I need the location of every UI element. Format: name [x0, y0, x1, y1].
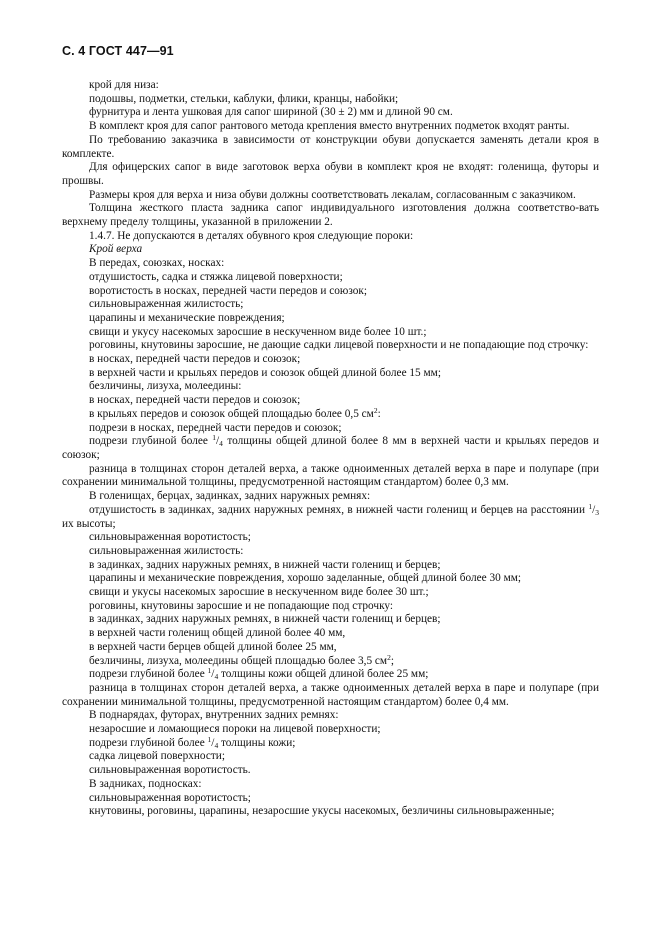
- text-segment: безличины, лизуха, молеедины общей площадью более 3,5 см: [89, 654, 388, 667]
- text-segment: подрези глубиной более: [89, 435, 208, 448]
- fraction-slash: /: [216, 435, 220, 448]
- paragraph-fraction: [62, 435, 599, 462]
- text-line: фурнитура и лента ушковая для сапог шириной (30 ± 2) мм и длиной 90 см.: [89, 106, 453, 119]
- fraction-numerator: 1: [207, 736, 212, 744]
- text-line: сильновыраженная жилистость:: [89, 544, 244, 557]
- paragraph: роговины, кнутовины заросшие, не дающие садки лицевой поверхности и не попадающие под строчку:: [89, 339, 589, 352]
- text-line: в верхней части берцев общей длиной более 25 мм,: [89, 640, 337, 653]
- paragraph: В комплект кроя для сапог рантового метода крепления вместо внутренних подметок входят ранты.: [89, 120, 570, 133]
- text-line: в задинках, задних наружных ремнях, в нижней части голенищ и берцев;: [89, 558, 441, 571]
- text-line: кнутовины, роговины, царапины, незаросшие укусы насекомых, безличины сильновыраженные;: [89, 805, 555, 818]
- paragraph: Толщина жесткого пласта задника сапог индивидуального изготовления должна соответство-вать верхнему пределу толщины, указанной в приложении 2.: [62, 202, 599, 229]
- text-line: сильновыраженная воротистость.: [89, 764, 251, 777]
- document-body: [62, 79, 599, 819]
- text-line: отдушистость, садка и стяжка лицевой поверхности;: [89, 270, 343, 283]
- text-line: садка лицевой поверхности;: [89, 750, 225, 763]
- text-segment: ;: [390, 654, 394, 667]
- text-line: подошвы, подметки, стельки, каблуки, флики, кранцы, набойки;: [89, 92, 399, 105]
- text-segment: их высоты;: [62, 517, 116, 530]
- text-line: подрези в носках, передней части передов и союзок;: [89, 421, 342, 434]
- text-line: безличины, лизуха, молеедины:: [89, 380, 242, 393]
- text-line: в носках, передней части передов и союзок;: [89, 353, 301, 366]
- text-line-area: [62, 655, 599, 669]
- text-segment: толщины общей длиной более 8 мм в верхней части и крыльях передов и союзок;: [62, 435, 600, 461]
- text-line: свищи и укусу насекомых заросшие в нескученном виде более 10 шт.;: [89, 325, 427, 338]
- text-line: В задниках, подносках:: [89, 777, 202, 790]
- text-line-fraction: [62, 737, 599, 751]
- text-line: В передах, союзках, носках:: [89, 257, 225, 270]
- superscript: 2: [387, 654, 391, 662]
- paragraph: разница в толщинах сторон деталей верха, а также одноименных деталей верха в паре и полупаре (при сохранении минимальной толщины, предусмотренной настоящим стандартом) более 0,3 мм.: [62, 462, 599, 489]
- fraction-denominator: 4: [219, 439, 223, 449]
- fraction: [212, 435, 223, 447]
- paragraph-fraction: [62, 501, 599, 531]
- text-line: В поднарядах, футорах, внутренних задних ремнях:: [89, 709, 339, 722]
- fraction-numerator: 1: [207, 668, 212, 676]
- fraction-denominator: 4: [214, 672, 219, 682]
- text-segment: отдушистость в задинках, задних наружных ремнях, в нижней части голенищ и берцев на расстоянии: [89, 503, 586, 516]
- paragraph: Размеры кроя для верха и низа обуви должны соответствовать лекалам, согласованным с заказчиком.: [89, 188, 576, 201]
- text-segment: подрези глубиной более: [89, 668, 205, 681]
- fraction-slash: /: [211, 668, 215, 681]
- fraction-denominator: 3: [595, 507, 599, 517]
- text-segment: подрези глубиной более: [89, 736, 205, 749]
- superscript: 2: [373, 407, 378, 415]
- text-line: в носках, передней части передов и союзок;: [89, 394, 301, 407]
- fraction-slash: /: [592, 503, 596, 516]
- text-line: воротистость в носках, передней части передов и союзок;: [89, 284, 368, 297]
- text-segment: в крыльях передов и союзок общей площадью более 0,5 см: [89, 407, 374, 420]
- fraction-numerator: 1: [212, 433, 217, 443]
- text-segment: :: [377, 407, 381, 420]
- fraction: [588, 501, 599, 517]
- text-line: в верхней части голенищ общей длиной более 40 мм,: [89, 627, 346, 640]
- fraction-slash: /: [211, 736, 215, 749]
- text-segment: толщины кожи общей длиной более 25 мм;: [221, 668, 429, 681]
- fraction: [208, 737, 219, 749]
- text-line: царапины и механические повреждения;: [89, 311, 285, 324]
- text-line: роговины, кнутовины заросшие и не попадающие под строчку:: [89, 599, 394, 612]
- text-line: В голенищах, берцах, задинках, задних наружных ремнях:: [89, 490, 371, 503]
- text-line: сильновыраженная воротистость;: [89, 531, 251, 544]
- fraction-numerator: 1: [588, 501, 593, 511]
- text-line: крой для низа:: [89, 79, 159, 91]
- fraction-denominator: 4: [214, 740, 219, 750]
- section-heading: Крой верха: [89, 243, 143, 256]
- text-line: свищи и укусы насекомых заросшие в нескученном виде более 30 шт.;: [89, 586, 429, 599]
- paragraph: Для офицерских сапог в виде заготовок верха обуви в комплект кроя не входят: голенища, футоры и прошвы.: [62, 161, 599, 187]
- text-line: незаросшие и ломающиеся пороки на лицевой поверхности;: [89, 723, 381, 736]
- text-line: сильновыраженная жилистость;: [89, 298, 244, 311]
- page-header: С. 4 ГОСТ 447—91: [62, 44, 174, 58]
- text-line: в задинках, задних наружных ремнях, в нижней части голенищ и берцев;: [89, 613, 441, 626]
- text-line-area: [62, 408, 599, 422]
- fraction: [208, 668, 219, 680]
- text-line: сильновыраженная воротистость;: [89, 791, 251, 804]
- text-segment: толщины кожи;: [221, 736, 296, 749]
- paragraph: По требованию заказчика в зависимости от конструкции обуви допускается заменять детали кроя в комплекте.: [62, 133, 599, 160]
- text-line-fraction: [62, 668, 599, 682]
- text-line: 1.4.7. Не допускаются в деталях обувного кроя следующие пороки:: [89, 229, 414, 242]
- text-line: в верхней части и крыльях передов и союзок общей длиной более 15 мм;: [89, 366, 441, 379]
- paragraph: разница в толщинах сторон деталей верха, а также одноименных деталей верха в паре и полупаре (при сохранении минимальной толщины, предусмотренной настоящим стандартом) более 0,4 мм.: [62, 681, 599, 708]
- text-line: царапины и механические повреждения, хорошо заделанные, общей длиной более 30 мм;: [89, 572, 522, 585]
